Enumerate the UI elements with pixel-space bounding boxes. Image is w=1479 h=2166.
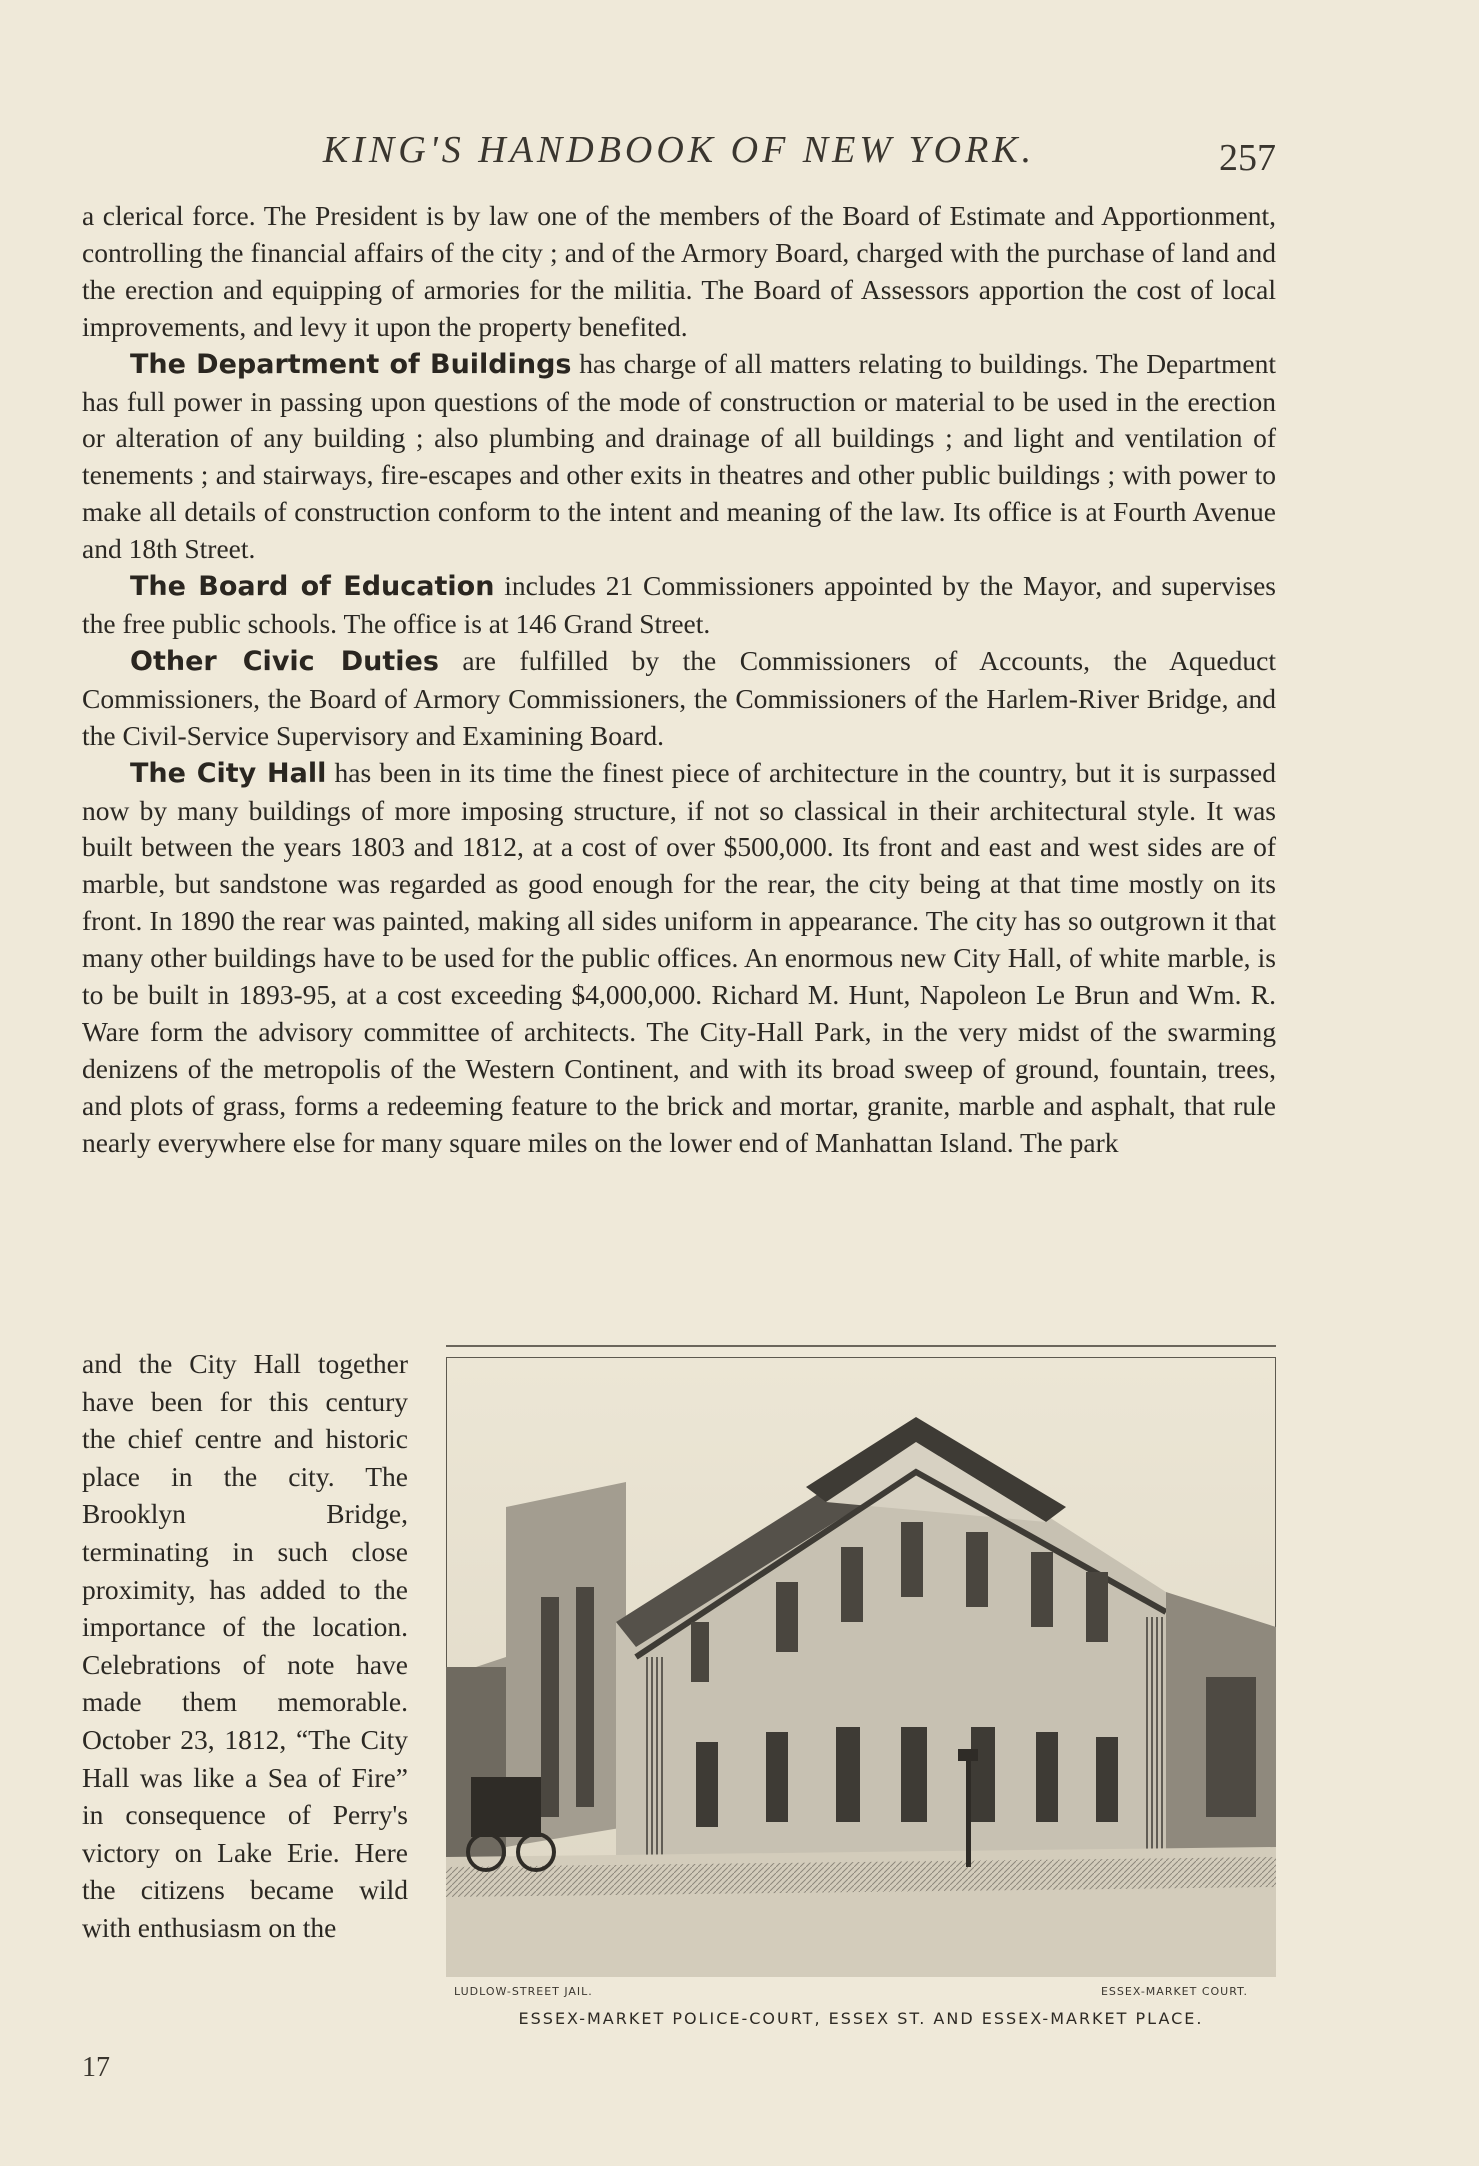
signature-mark: 17 [82, 2052, 110, 2083]
paragraph [82, 643, 1276, 755]
running-title: KING'S HANDBOOK OF NEW YORK. [322, 129, 1036, 171]
page-header [82, 128, 1276, 178]
run-in-heading: The City Hall [130, 757, 327, 789]
paragraph-text: has charge of all matters relating to buildings. The Department has full power in passing upon questions of the mode of construction or material to be used in the erection or alteration of any building ; also plumbing and drainage of all buildings ; and light and ventilation of tenements ; and stairways, fire-escapes and other exits in theatres and other public buildings ; with power to make all details of construction conform to the intent and meaning of the law. Its office is at Fourth Avenue and 18th Street. [82, 347, 1276, 565]
photo-labels [446, 1985, 1276, 2007]
page-number: 257 [1219, 137, 1276, 179]
label-ludlow-street-jail: LUDLOW-STREET JAIL. [454, 1985, 593, 1998]
engraving-essex-market-court [446, 1357, 1276, 1977]
paragraph [82, 755, 1276, 1162]
paragraph-text: has been in its time the finest piece of architecture in the country, but it is surpassed now by many buildings of more imposing structure, if not so classical in their architectural style. It was built between the years 1803 and 1812, at a cost of over $500,000. Its front and east and west sides are of marble, but sandstone was regarded as good enough for the rear, the city being at that time mostly on its front. In 1890 the rear was painted, making all sides uniform in appearance. The city has so outgrown it that many other buildings have to be used for the public offices. An enormous new City Hall, of white marble, is to be built in 1893-95, at a cost exceeding $4,000,000. Richard M. Hunt, Napoleon Le Brun and Wm. R. Ware form the advisory committee of architects. The City-Hall Park, in the very midst of the swarming denizens of the metropolis of the Western Continent, and with its broad sweep of ground, fountain, trees, and plots of grass, forms a redeeming feature to the brick and mortar, granite, marble and asphalt, that rule nearly everywhere else for many square miles on the lower end of Manhattan Island. The park [82, 756, 1276, 1158]
continuation-text: and the City Hall together have been for this century the chief centre and historic place in the city. The Brooklyn Bridge, terminating in such close proximity, has added to the importance of the location. Celebrations of note have made them memorable. October 23, 1812, “The City Hall was like a Sea of Fire” in consequence of Perry's victory on Lake Erie. Here the citizens became wild with enthusiasm on the [82, 1348, 408, 1943]
label-essex-market-court: ESSEX-MARKET COURT. [1100, 1985, 1248, 1998]
body-text [82, 198, 1276, 1162]
paragraph [82, 198, 1276, 346]
run-in-heading: The Department of Buildings [130, 348, 572, 380]
paragraph [82, 568, 1276, 643]
figure-caption: ESSEX-MARKET POLICE-COURT, ESSEX ST. AND ESSEX-MARKET PLACE. [518, 2009, 1204, 2028]
run-in-heading: The Board of Education [130, 571, 495, 603]
paragraph-text: includes 21 Commissioners appointed by the Mayor, and supervises the free public schools. The office is at 146 Grand Street. [82, 570, 1276, 639]
figure [446, 1345, 1276, 2028]
paragraph-text: are fulfilled by the Commissioners of Accounts, the Aqueduct Commissioners, the Board of Armory Commissioners, the Commissioners of the Harlem-River Bridge, and the Civil-Service Supervisory and Examining Board. [82, 644, 1276, 751]
paragraph [82, 346, 1276, 568]
paragraph-text: a clerical force. The President is by law one of the members of the Board of Estimate and Apportionment, controlling the financial affairs of the city ; and of the Armory Board, charged with the purchase of land and the erection and equipping of armories for the militia. The Board of Assessors apportion the cost of local improvements, and levy it upon the property benefited. [82, 200, 1276, 342]
run-in-heading: Other Civic Duties [130, 645, 439, 677]
narrow-text-column [82, 1345, 408, 1947]
figure-top-rule [446, 1345, 1276, 1347]
